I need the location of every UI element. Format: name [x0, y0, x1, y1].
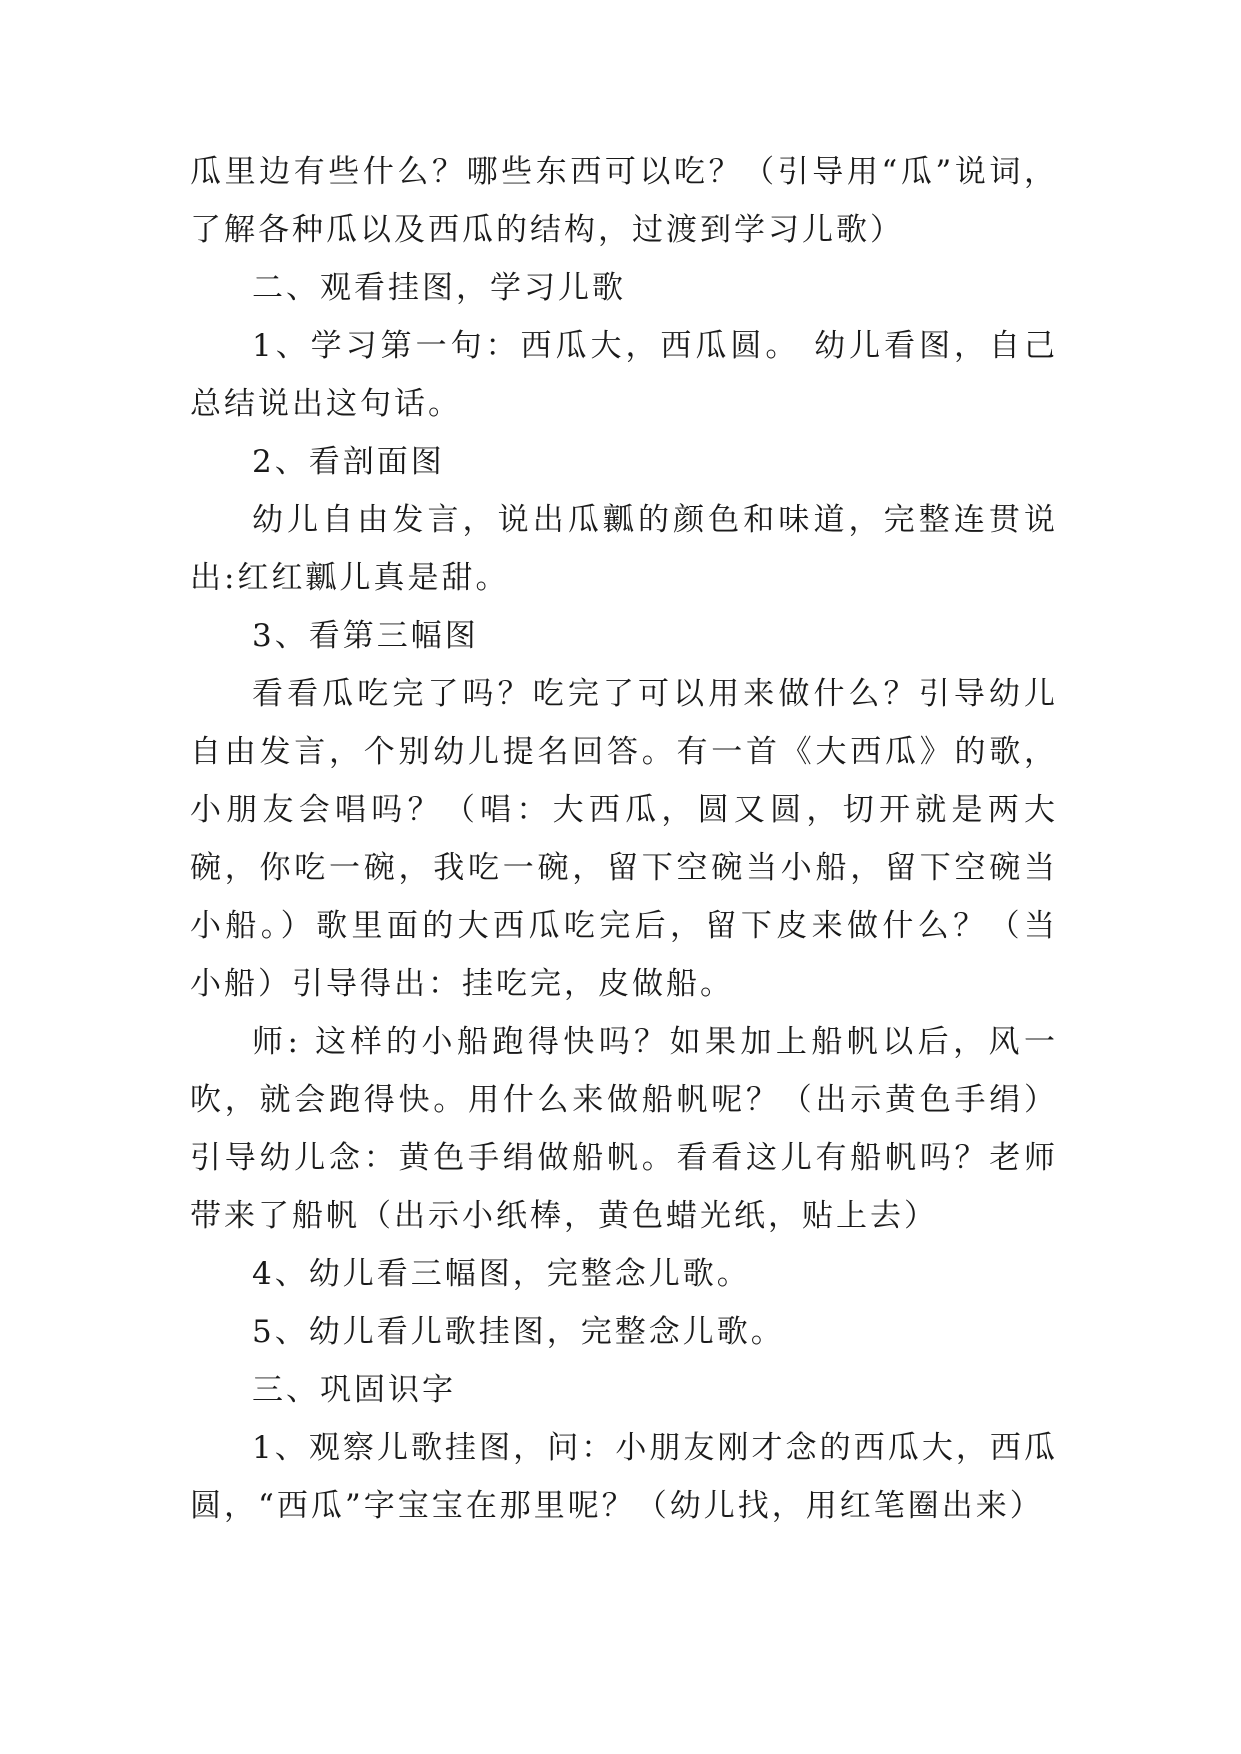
step-2-paragraph: 幼儿自由发言，说出瓜瓤的颜色和味道，完整连贯说出:红红瓤儿真是甜。	[190, 502, 1058, 596]
section-heading-3: 三、巩固识字	[252, 1372, 456, 1408]
section-heading-2: 二、观看挂图，学习儿歌	[252, 270, 626, 306]
step-3-paragraph: 看看瓜吃完了吗？吃完了可以用来做什么？引导幼儿自由发言，个别幼儿提名回答。有一首《大西瓜》的歌，小朋友会唱吗？（唱：大西瓜，圆又圆，切开就是两大碗，你吃一碗，我吃一碗，留下空碗当小船，留下空碗当小船。）歌里面的大西瓜吃完后，留下皮来做什么？（当小船）引导得出：挂吃完，皮做船。	[190, 676, 1058, 1002]
step-4-paragraph: 4、幼儿看三幅图，完整念儿歌。	[252, 1256, 751, 1292]
step-5-paragraph: 5、幼儿看儿歌挂图，完整念儿歌。	[252, 1314, 785, 1350]
step-2-heading: 2、看剖面图	[252, 444, 445, 480]
teacher-paragraph: 师: 这样的小船跑得快吗？如果加上船帆以后，风一吹，就会跑得快。用什么来做船帆呢？（出示黄色手绢）引导幼儿念：黄色手绢做船帆。看看这儿有船帆吗？老师带来了船帆（出示小纸棒，黄色蜡光纸，贴上去）	[190, 1024, 1058, 1234]
document-body	[190, 143, 1058, 1535]
step-1-paragraph: 1、学习第一句：西瓜大，西瓜圆。 幼儿看图，自己总结说出这句话。	[190, 328, 1058, 422]
section-3-step-1-paragraph: 1、观察儿歌挂图，问：小朋友刚才念的西瓜大，西瓜圆，“西瓜”字宝宝在那里呢？（幼儿找，用红笔圈出来）	[190, 1430, 1058, 1524]
paragraph-intro: 瓜里边有些什么？哪些东西可以吃？（引导用“瓜”说词，了解各种瓜以及西瓜的结构，过渡到学习儿歌）	[190, 154, 1058, 248]
step-3-heading: 3、看第三幅图	[252, 618, 479, 654]
